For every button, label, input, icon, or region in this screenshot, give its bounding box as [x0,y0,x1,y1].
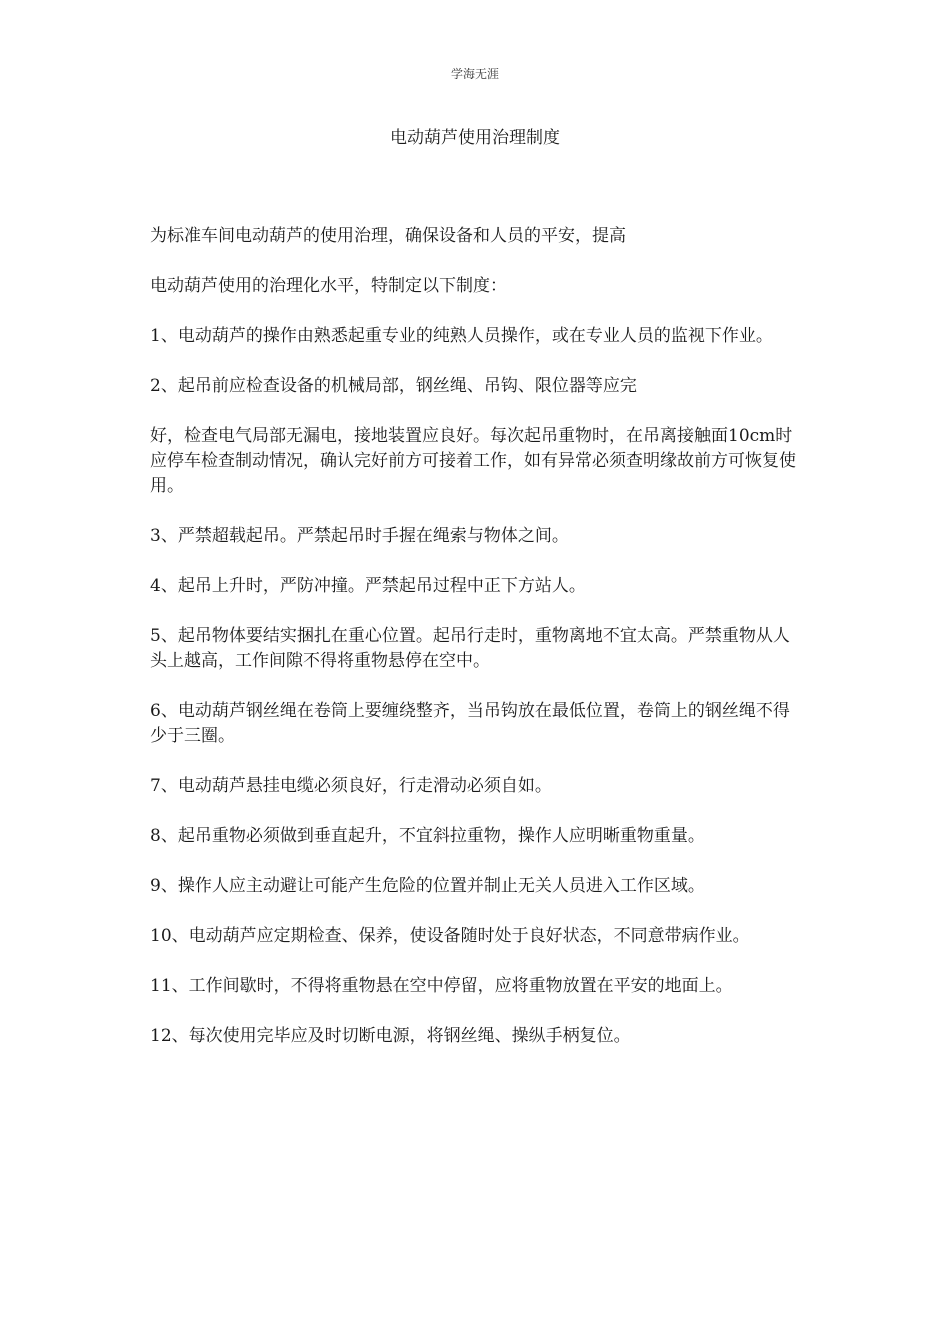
rule-item-10: 10、电动葫芦应定期检查、保养，使设备随时处于良好状态，不同意带病作业。 [150,926,750,946]
rule-item-3: 3、严禁超载起吊。严禁起吊时手握在绳索与物体之间。 [150,526,569,546]
rule-item-7: 7、电动葫芦悬挂电缆必须良好，行走滑动必须自如。 [150,776,552,796]
rule-item-8: 8、起吊重物必须做到垂直起升，不宜斜拉重物，操作人应明晰重物重量。 [150,826,705,846]
rule-item-5: 5、起吊物体要结实捆扎在重心位置。起吊行走时，重物离地不宜太高。严禁重物从人头上越高，工作间隙不得将重物悬停在空中。 [150,626,790,671]
rule-item-4: 4、起吊上升时，严防冲撞。严禁起吊过程中正下方站人。 [150,576,586,596]
rule-item-1: 1、电动葫芦的操作由熟悉起重专业的纯熟人员操作，或在专业人员的监视下作业。 [150,326,773,346]
intro-paragraph-1: 为标准车间电动葫芦的使用治理，确保设备和人员的平安，提高 [150,226,626,246]
rule-item-2: 2、起吊前应检查设备的机械局部，钢丝绳、吊钩、限位器等应完 [150,376,637,396]
rule-item-2-continued: 好，检查电气局部无漏电，接地装置应良好。每次起吊重物时，在吊离接触面10cm时应停车检查制动情况，确认完好前方可接着工作，如有异常必须查明缘故前方可恢复使用。 [150,426,796,496]
rule-item-6: 6、电动葫芦钢丝绳在卷筒上要缠绕整齐，当吊钩放在最低位置，卷筒上的钢丝绳不得少于三圈。 [150,701,790,746]
rule-item-9: 9、操作人应主动避让可能产生危险的位置并制止无关人员进入工作区域。 [150,876,705,896]
rule-item-12: 12、每次使用完毕应及时切断电源，将钢丝绳、操纵手柄复位。 [150,1026,631,1046]
page-header: 学海无涯 [450,67,499,81]
document-title: 电动葫芦使用治理制度 [390,128,560,148]
intro-paragraph-2: 电动葫芦使用的治理化水平，特制定以下制度： [150,276,507,296]
document-body [150,224,802,1074]
rule-item-11: 11、工作间歇时，不得将重物悬在空中停留，应将重物放置在平安的地面上。 [150,976,733,996]
